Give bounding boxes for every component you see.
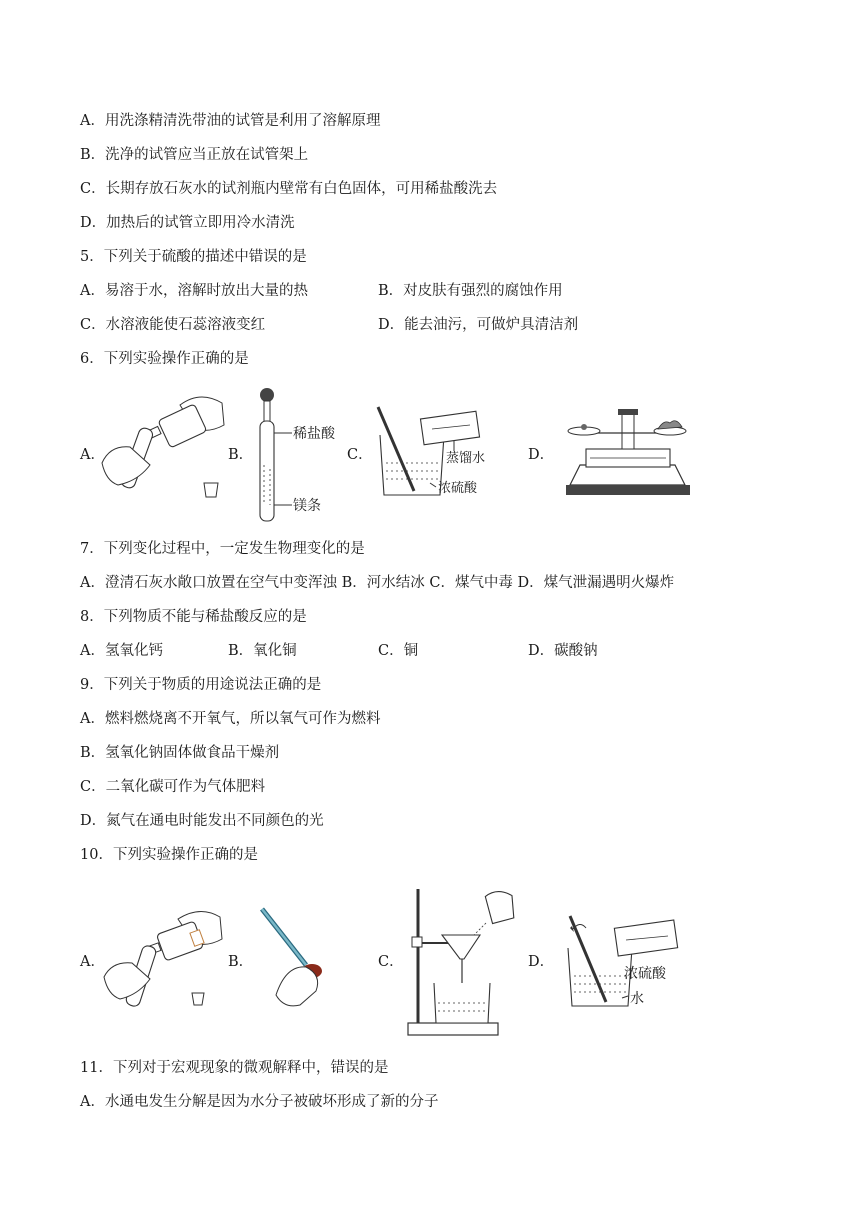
q9-option-d: D．氮气在通电时能发出不同颜色的光 [80, 813, 324, 829]
q10-option-a-letter: A． [80, 954, 105, 970]
q6-fig-c-label-water: 蒸馏水 [446, 451, 486, 466]
q6-fig-c-label-acid: 浓硫酸 [438, 481, 478, 496]
q6-option-b-letter: B． [228, 447, 254, 463]
q11-stem: 11．下列对于宏观现象的微观解释中，错误的是 [80, 1060, 389, 1076]
q10-figure-a-pouring-liquid [100, 905, 230, 1015]
q10-option-c-letter: C． [378, 954, 404, 970]
q10-figure-c-filtration [404, 885, 519, 1037]
q10-option-b-letter: B． [228, 954, 254, 970]
q5-option-a: A．易溶于水，溶解时放出大量的热 [80, 283, 308, 299]
q4-option-c: C．长期存放石灰水的试剂瓶内壁常有白色固体，可用稀盐酸洗去 [80, 181, 498, 197]
q8-stem: 8．下列物质不能与稀盐酸反应的是 [80, 609, 307, 625]
q8-option-d: D．碳酸钠 [528, 643, 598, 659]
q6-fig-b-label-hcl: 稀盐酸 [293, 426, 335, 442]
q7-stem: 7．下列变化过程中，一定发生物理变化的是 [80, 541, 365, 557]
q6-option-c-letter: C． [347, 447, 373, 463]
q9-option-b: B．氢氧化钠固体做食品干燥剂 [80, 745, 280, 761]
q6-option-a-letter: A． [80, 447, 105, 463]
q8-option-a: A．氢氧化钙 [80, 643, 163, 659]
q4-option-d: D．加热后的试管立即用冷水清洗 [80, 215, 295, 231]
q9-stem: 9．下列关于物质的用途说法正确的是 [80, 677, 322, 693]
q8-option-b: B．氧化铜 [228, 643, 297, 659]
q6-figure-d-balance [560, 405, 695, 497]
q6-stem: 6．下列实验操作正确的是 [80, 351, 249, 367]
q10-option-d-letter: D． [528, 954, 555, 970]
q9-option-a: A．燃料燃烧离不开氧气，所以氧气可作为燃料 [80, 711, 381, 727]
q5-option-b: B．对皮肤有强烈的腐蚀作用 [378, 283, 563, 299]
q7-options: A．澄清石灰水敞口放置在空气中变浑浊 B．河水结冰 C．煤气中毒 D．煤气泄漏遇明火爆炸 [80, 575, 675, 591]
q6-fig-b-label-mg: 镁条 [293, 498, 321, 514]
q10-figure-b-dropper-held [256, 905, 336, 1015]
q10-fig-d-label-acid: 浓硫酸 [624, 966, 666, 982]
q6-option-d-letter: D． [528, 447, 555, 463]
q10-figure-d-dilution-correct [560, 910, 685, 1010]
q11-option-a: A．水通电发生分解是因为水分子被破坏形成了新的分子 [80, 1094, 439, 1110]
q10-stem: 10．下列实验操作正确的是 [80, 847, 258, 863]
q9-option-c: C．二氧化碳可作为气体肥料 [80, 779, 266, 795]
q6-figure-a-pouring-liquid [100, 385, 230, 505]
q4-option-b: B．洗净的试管应当正放在试管架上 [80, 147, 309, 163]
q5-option-c: C．水溶液能使石蕊溶液变红 [80, 317, 266, 333]
q4-option-a: A．用洗涤精清洗带油的试管是利用了溶解原理 [80, 113, 381, 129]
q8-option-c: C．铜 [378, 643, 419, 659]
q5-stem: 5．下列关于硫酸的描述中错误的是 [80, 249, 307, 265]
q5-option-d: D．能去油污，可做炉具清洁剂 [378, 317, 579, 333]
q10-fig-d-label-water: 水 [630, 991, 644, 1007]
